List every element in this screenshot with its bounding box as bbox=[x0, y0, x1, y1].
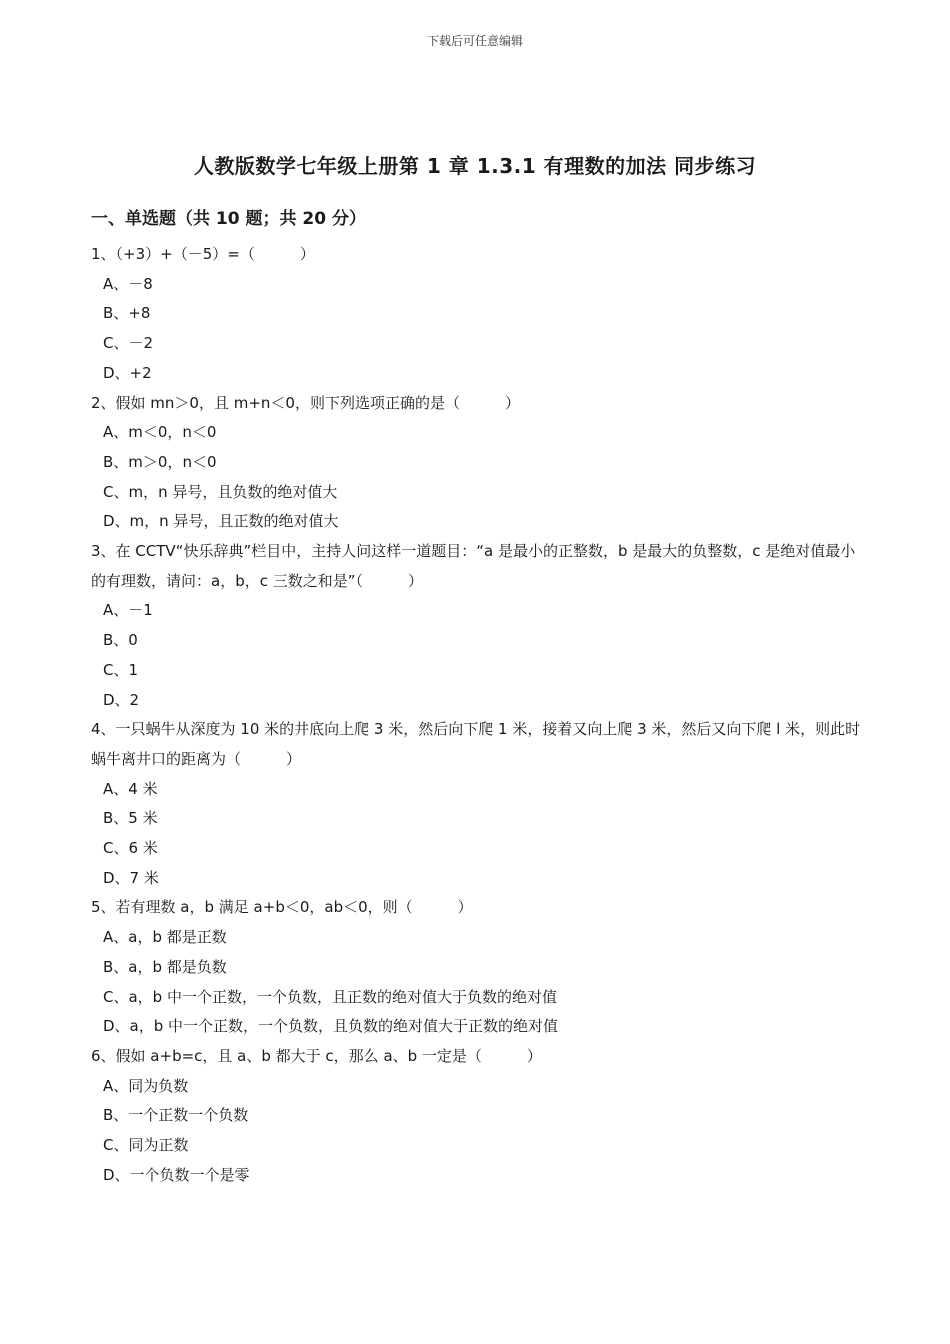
question-3 bbox=[91, 537, 861, 715]
option-a: A、－1 bbox=[103, 601, 153, 620]
option-b: B、+8 bbox=[103, 304, 151, 323]
document-title: 人教版数学七年级上册第 1 章 1.3.1 有理数的加法 同步练习 bbox=[193, 154, 757, 178]
question-6 bbox=[91, 1042, 861, 1191]
option-c: C、－2 bbox=[103, 334, 154, 353]
option-c: C、1 bbox=[103, 660, 139, 679]
question-stem: 1、（+3）+（－5）=（ ） bbox=[91, 245, 315, 263]
option-d: D、a，b 中一个正数，一个负数，且负数的绝对值大于正数的绝对值 bbox=[103, 1017, 559, 1036]
question-stem: 2、假如 mn＞0，且 m+n＜0，则下列选项正确的是（ ） bbox=[91, 393, 520, 412]
option-b: B、0 bbox=[103, 631, 138, 650]
option-d: D、m，n 异号，且正数的绝对值大 bbox=[103, 512, 339, 531]
option-c: C、6 米 bbox=[103, 839, 158, 858]
option-d: D、+2 bbox=[103, 363, 152, 382]
question-stem: 3、在 CCTV“快乐辞典”栏目中，主持人问这样一道题目：“a 是最小的正整数，b 是最大的负整数，c 是绝对值最小的有理数，请问：a，b，c 三数之和是”（ ） bbox=[91, 542, 856, 590]
option-b: B、一个正数一个负数 bbox=[103, 1106, 249, 1125]
option-d: D、2 bbox=[103, 690, 140, 709]
question-2 bbox=[91, 389, 861, 538]
option-a: A、4 米 bbox=[103, 779, 158, 798]
question-1 bbox=[91, 240, 861, 389]
option-b: B、a，b 都是负数 bbox=[103, 957, 227, 976]
question-stem: 4、一只蜗牛从深度为 10 米的井底向上爬 3 米，然后向下爬 1 米，接着又向上爬 3 米，然后又向下爬 l 米，则此时蜗牛离井口的距离为（ ） bbox=[91, 720, 861, 768]
option-c: C、同为正数 bbox=[103, 1136, 189, 1155]
option-d: D、一个负数一个是零 bbox=[103, 1165, 250, 1184]
question-stem: 6、假如 a+b=c，且 a、b 都大于 c，那么 a、b 一定是（ ） bbox=[91, 1046, 542, 1065]
question-stem: 5、若有理数 a，b 满足 a+b＜0，ab＜0，则（ ） bbox=[91, 898, 473, 917]
option-c: C、a，b 中一个正数，一个负数，且正数的绝对值大于负数的绝对值 bbox=[103, 987, 557, 1006]
question-5 bbox=[91, 893, 861, 1042]
option-a: A、同为负数 bbox=[103, 1076, 189, 1095]
question-list bbox=[91, 240, 861, 1191]
option-a: A、－8 bbox=[103, 274, 153, 293]
option-d: D、7 米 bbox=[103, 868, 159, 887]
option-c: C、m，n 异号，且负数的绝对值大 bbox=[103, 482, 338, 501]
question-4 bbox=[91, 715, 861, 893]
option-a: A、a，b 都是正数 bbox=[103, 928, 227, 947]
section-heading: 一、单选题（共 10 题；共 20 分） bbox=[91, 209, 366, 229]
option-b: B、m＞0，n＜0 bbox=[103, 452, 217, 471]
option-b: B、5 米 bbox=[103, 809, 158, 828]
header-note: 下载后可任意编辑 bbox=[426, 34, 523, 48]
option-a: A、m＜0，n＜0 bbox=[103, 423, 217, 442]
